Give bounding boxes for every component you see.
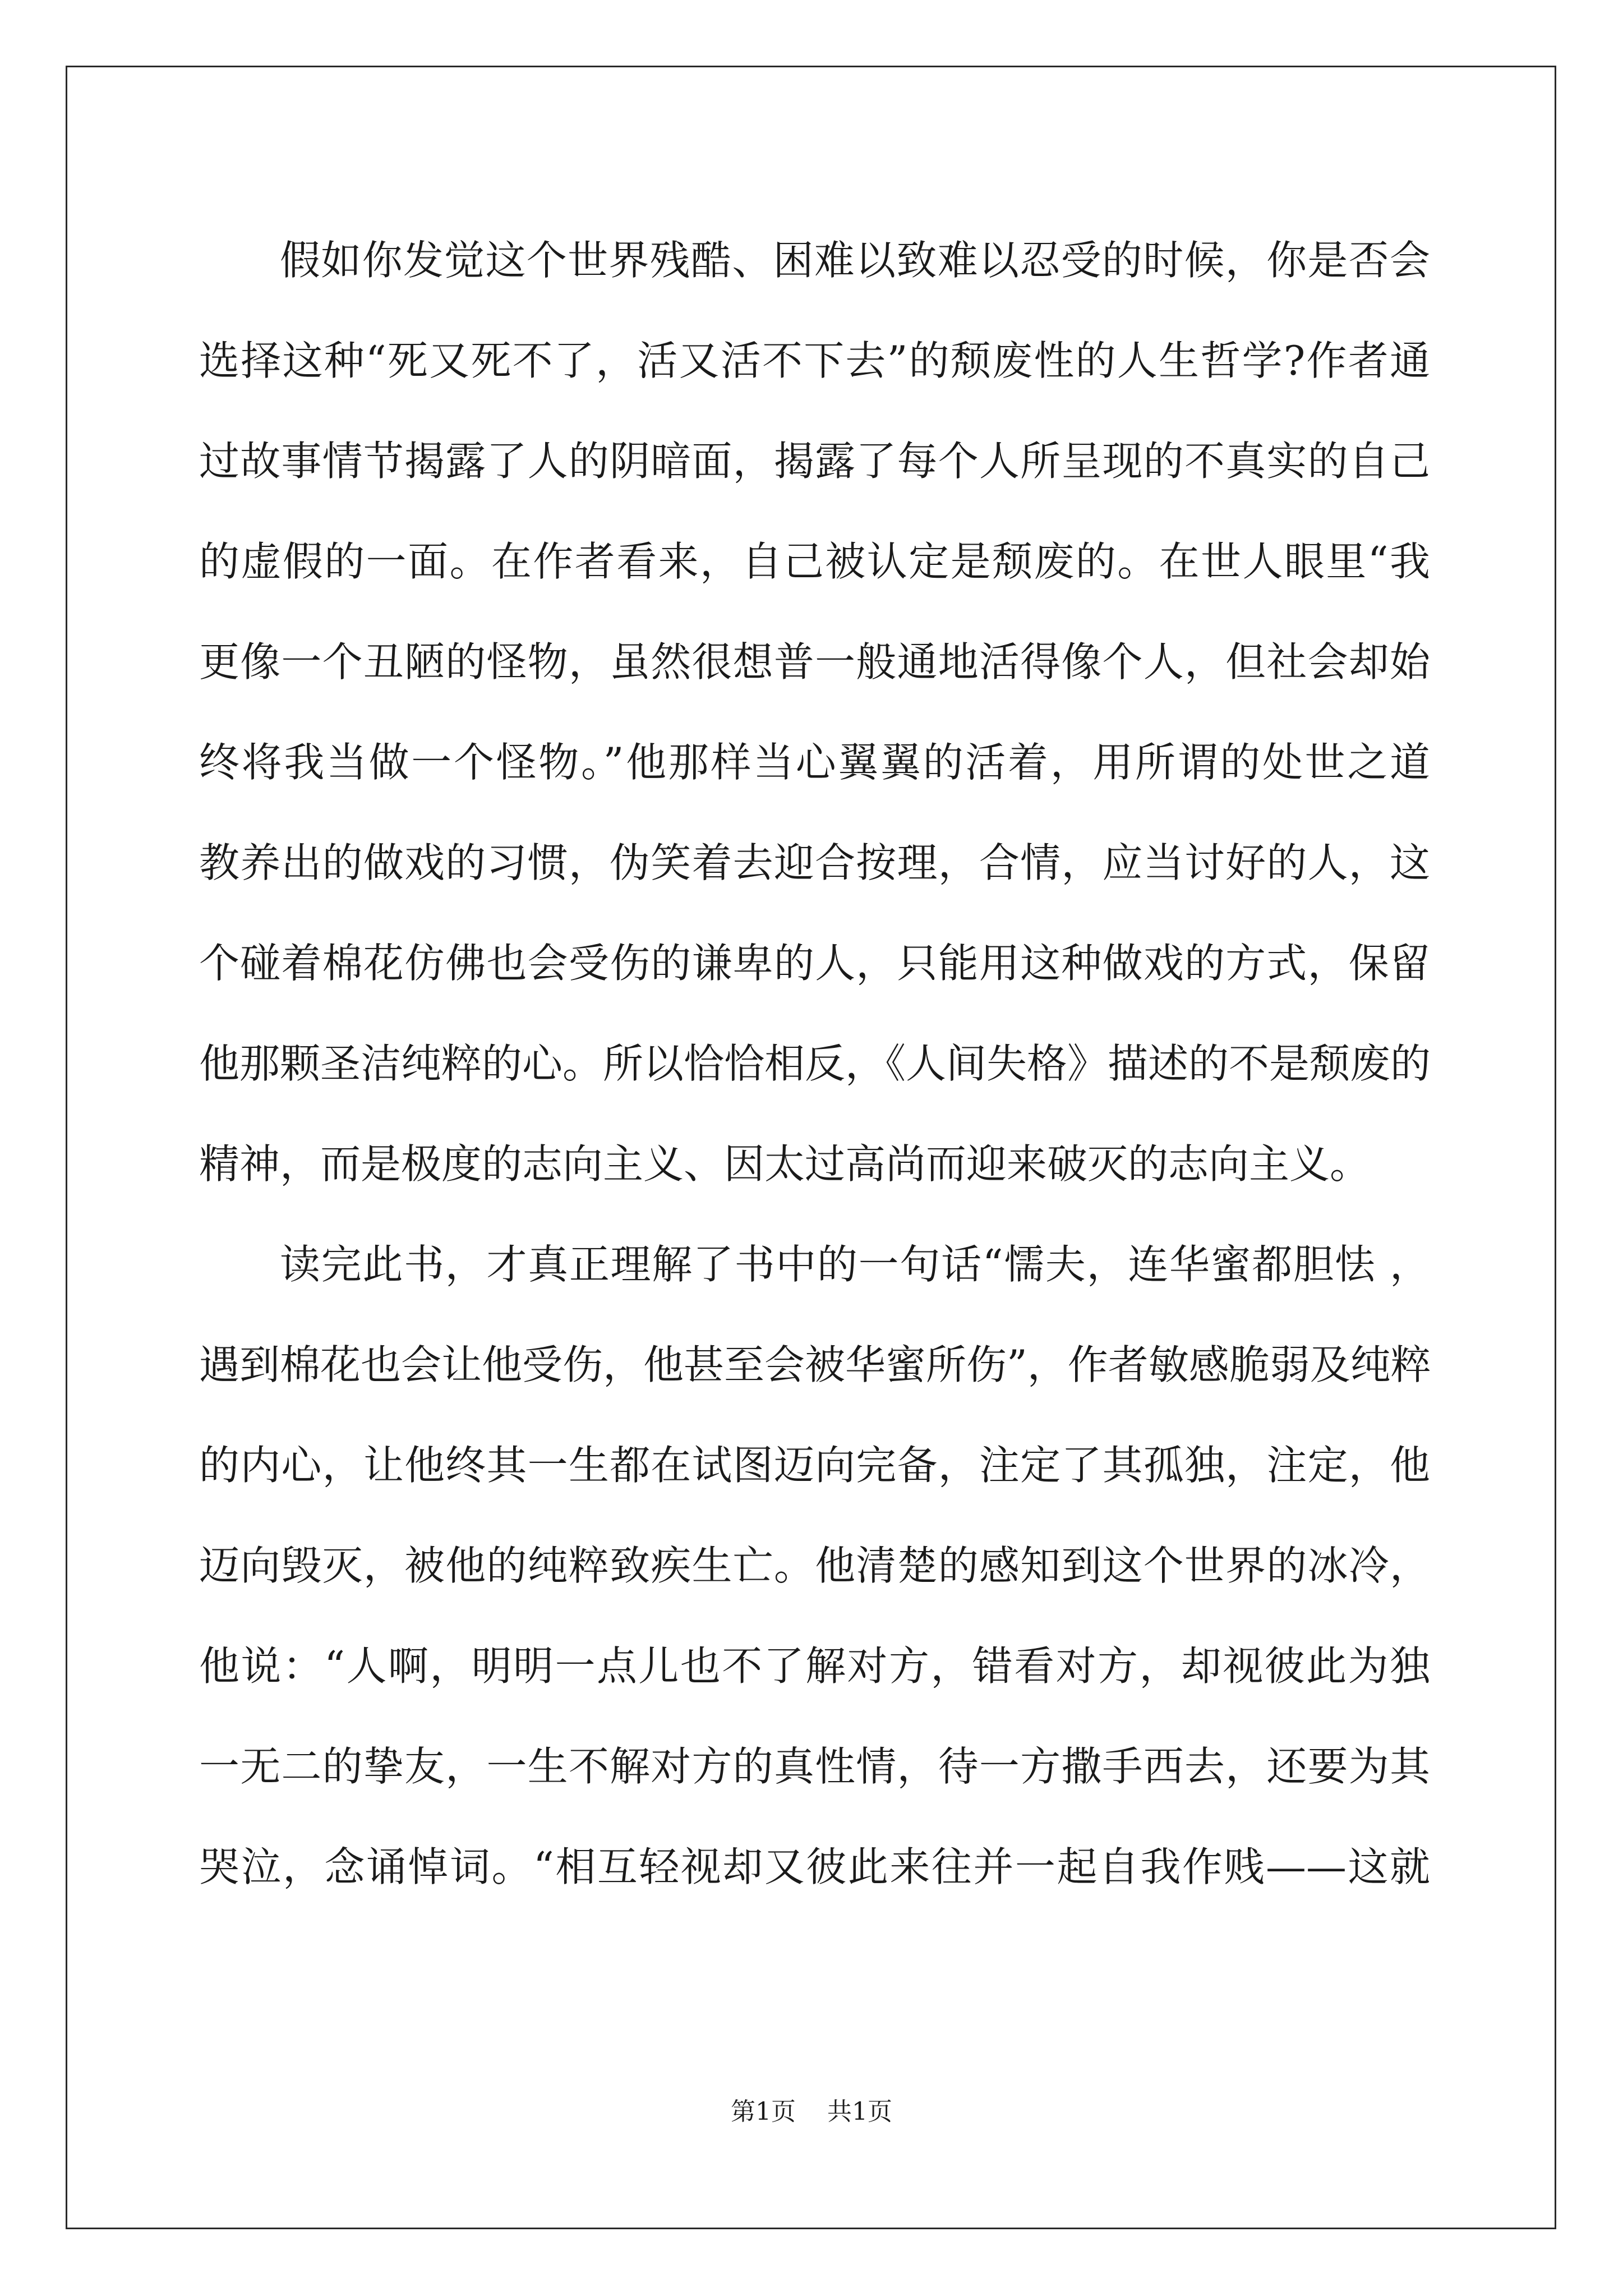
page-total: 共1页 (827, 2097, 892, 2126)
text-line: 更像一个丑陋的怪物，虽然很想普一般通地活得像个人，但社会却始 (199, 638, 1430, 685)
text-line: 读完此书，才真正理解了书中的一句话“懦夫，连华蜜都胆怯 ， (280, 1241, 1430, 1288)
paragraph-2 (199, 1214, 1430, 1917)
page-number: 第1页 (731, 2097, 796, 2126)
text-line: 过故事情节揭露了人的阴暗面，揭露了每个人所呈现的不真实的自己 (199, 438, 1430, 485)
text-line: 的虚假的一面。在作者看来，自己被认定是颓废的。在世人眼里“我 (199, 538, 1430, 585)
text-line: 选择这种“死又死不了，活又活不下去”的颓废性的人生哲学?作者通 (199, 337, 1430, 384)
text-line: 的内心，让他终其一生都在试图迈向完备，注定了其孤独，注定，他 (199, 1442, 1430, 1489)
text-line: 他说：“人啊，明明一点儿也不了解对方，错看对方，却视彼此为独 (199, 1642, 1430, 1690)
text-line: 教养出的做戏的习惯，伪笑着去迎合按理，合情，应当讨好的人，这 (199, 839, 1430, 886)
text-line: 精神，而是极度的志向主义、因太过高尚而迎来破灭的志向主义。 (199, 1140, 1371, 1188)
paragraph-1 (199, 210, 1430, 1214)
text-line: 他那颗圣洁纯粹的心。所以恰恰相反，《人间失格》描述的不是颓废的 (199, 1040, 1431, 1087)
text-line: 一无二的挚友，一生不解对方的真性情，待一方撒手西去，还要为其 (199, 1743, 1430, 1790)
text-line: 遇到棉花也会让他受伤，他甚至会被华蜜所伤”，作者敏感脆弱及纯粹 (199, 1341, 1431, 1388)
text-line: 迈向毁灭，被他的纯粹致疾生亡。他清楚的感知到这个世界的冰冷， (199, 1542, 1430, 1589)
text-line: 哭泣，念诵悼词。“相互轻视却又彼此来往并一起自我作贱——这就 (199, 1843, 1430, 1890)
text-line: 终将我当做一个怪物。”他那样当心翼翼的活着，用所谓的处世之道 (199, 739, 1430, 786)
page-footer (0, 2095, 1623, 2129)
text-line: 个碰着棉花仿佛也会受伤的谦卑的人，只能用这种做戏的方式，保留 (199, 940, 1430, 987)
text-line: 假如你发觉这个世界残酷、困难以致难以忍受的时候，你是否会 (280, 237, 1430, 284)
document-body (199, 210, 1430, 1917)
